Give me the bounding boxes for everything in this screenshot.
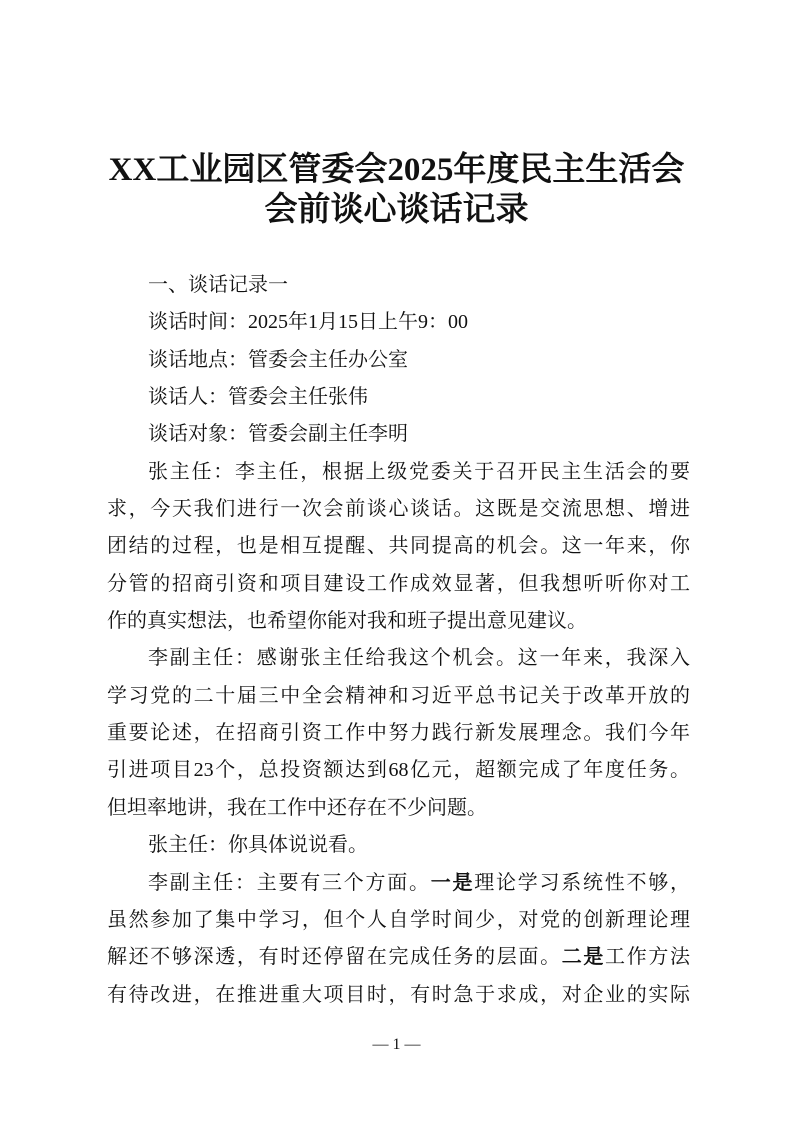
text-line: [107, 902, 690, 939]
text-line: [107, 454, 690, 491]
text-line: [107, 977, 690, 1014]
text-run: 有待改进，在推进重大项目时，有时急于求成，对企业的实际: [107, 983, 690, 1006]
title-line-2: 会前谈心谈话记录: [264, 192, 529, 228]
text-run: 分管的招商引资和项目建设工作成效显著，但我想听听你对工: [107, 572, 690, 595]
text-line: [107, 865, 690, 902]
text-run: 理论学习系统性不够，: [474, 871, 690, 894]
text-run: 谈话地点：管委会主任办公室: [148, 348, 408, 371]
text-line: [107, 827, 690, 864]
text-run: 一、谈话记录一: [148, 274, 288, 296]
text-run: 解还不够深透，有时还停留在完成任务的层面。: [107, 946, 562, 969]
text-line: [107, 267, 690, 304]
title-line-1: XX工业园区管委会2025年度民主生活会: [108, 152, 685, 188]
document-body: [107, 267, 690, 1014]
text-line: [107, 528, 690, 565]
text-run: 李副主任：感谢张主任给我这个机会。这一年来，我深入: [148, 647, 690, 670]
paragraph: [107, 865, 690, 1014]
text-run: 谈话人：管委会主任张伟: [148, 386, 368, 409]
bold-text-run: 一是: [430, 871, 475, 894]
text-run: 团结的过程，也是相互提醒、共同提高的机会。这一年来，你: [107, 535, 690, 558]
paragraph: [107, 827, 690, 864]
paragraph: [107, 640, 690, 827]
text-line: [107, 342, 690, 379]
paragraph: [107, 454, 690, 641]
text-line: [107, 566, 690, 603]
page-number: — 1 —: [372, 1036, 421, 1053]
text-run: 求，今天我们进行一次会前谈心谈话。这既是交流思想、增进: [107, 498, 690, 521]
text-line: [107, 678, 690, 715]
text-line: [107, 790, 690, 827]
text-run: 谈话对象：管委会副主任李明: [148, 423, 408, 446]
text-line: [107, 640, 690, 677]
paragraph: [107, 416, 690, 453]
text-line: [107, 491, 690, 528]
text-run: 作的真实想法，也希望你能对我和班子提出意见建议。: [107, 610, 587, 633]
paragraph: [107, 342, 690, 379]
paragraph: [107, 304, 690, 341]
text-run: 但坦率地讲，我在工作中还存在不少问题。: [107, 796, 487, 819]
text-run: 谈话时间：2025年1月15日上午9：00: [148, 311, 468, 334]
text-run: 虽然参加了集中学习，但个人自学时间少，对党的创新理论理: [107, 908, 690, 931]
text-run: 张主任：李主任，根据上级党委关于召开民主生活会的要: [148, 460, 690, 483]
text-run: 张主任：你具体说说看。: [148, 834, 368, 857]
document-title: [0, 150, 793, 230]
text-line: [107, 416, 690, 453]
text-run: 引进项目23个，总投资额达到68亿元，超额完成了年度任务。: [107, 759, 690, 782]
text-run: 学习党的二十届三中全会精神和习近平总书记关于改革开放的: [107, 684, 690, 707]
bold-text-run: 二是: [561, 946, 606, 969]
text-run: 李副主任：主要有三个方面。: [148, 871, 431, 894]
text-run: 重要论述，在招商引资工作中努力践行新发展理念。我们今年: [107, 722, 690, 745]
text-line: [107, 752, 690, 789]
text-line: [107, 304, 690, 341]
text-line: [107, 715, 690, 752]
paragraph: [107, 267, 690, 304]
text-line: [107, 603, 690, 640]
text-line: [107, 939, 690, 976]
text-line: [107, 379, 690, 416]
text-run: 工作方法: [605, 946, 691, 969]
paragraph: [107, 379, 690, 416]
